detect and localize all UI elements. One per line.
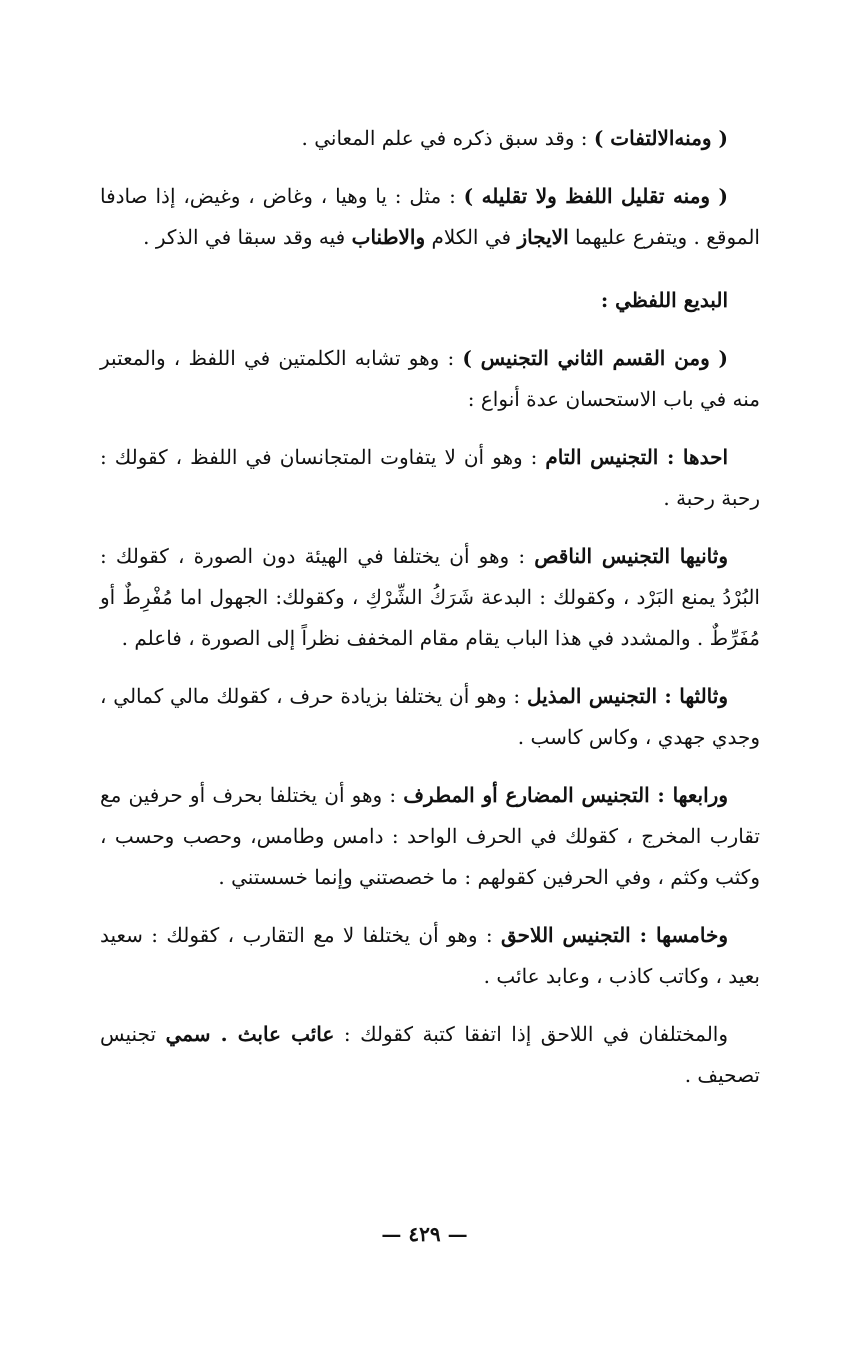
term-example: عائب عابث . سمي xyxy=(165,1022,335,1046)
paragraph-text: فيه وقد سبقا في الذكر . xyxy=(143,225,352,249)
paragraph-text: تجنيس تصحيف . xyxy=(100,1022,760,1087)
term-tajnis: ( ومن القسم الثاني التجنيس ) xyxy=(462,346,728,370)
paragraph-tashif xyxy=(100,1014,760,1096)
page-number: — ٤٢٩ — xyxy=(381,1222,468,1246)
page-body xyxy=(100,118,760,1113)
paragraph-tajnis-mudhayyal xyxy=(100,676,760,758)
paragraph-text: : وهو تشابه الكلمتين في اللفظ ، والمعتبر منه في باب الاستحسان عدة أنواع : xyxy=(100,346,760,411)
term-taqlil: ( ومنه تقليل اللفظ ولا تقليله ) xyxy=(463,184,728,208)
term-tajnis-mudari: ورابعها : التجنيس المضارع أو المطرف xyxy=(403,783,728,807)
paragraph-text: : وهو أن لا يتفاوت المتجانسان في اللفظ ، كقولك : رحبة رحبة . xyxy=(100,445,760,510)
paragraph-text: : وهو أن يختلفا بحرف أو حرفين مع تقارب المخرج ، كقولك في الحرف الواحد : دامس وطامس، وحصب وحسب ، وكثب وكثم ، وفي الحرفين كقولهم : ما خصصتني وإنما خسستني . xyxy=(100,783,760,889)
paragraph-tajnis-naqis xyxy=(100,536,760,659)
term-tajnis-mudhayyal: وثالثها : التجنيس المذيل xyxy=(526,684,728,708)
section-heading: البديع اللفظي : xyxy=(600,288,728,312)
term-tajnis-lahiq: وخامسها : التجنيس اللاحق xyxy=(500,923,729,947)
paragraph-text: والمختلفان في اللاحق إذا اتفقا كتبة كقولك : xyxy=(334,1022,729,1046)
paragraph-tajnis xyxy=(100,338,760,420)
term-ijaz: الايجاز xyxy=(517,225,569,249)
term-tajnis-tam: احدها : التجنيس التام xyxy=(545,445,728,469)
term-iltifat: ( ومنه‌الالتفات ) xyxy=(593,126,728,150)
paragraph-tajnis-tam xyxy=(100,437,760,519)
paragraph-taqlil xyxy=(100,176,760,258)
paragraph-iltifat xyxy=(100,118,760,159)
paragraph-text: : وهو أن يختلفا بزيادة حرف ، كقولك مالي كمالي ، وجدي جهدي ، وكاس كاسب . xyxy=(100,684,760,749)
paragraph-tajnis-lahiq xyxy=(100,915,760,997)
paragraph-tajnis-mudari xyxy=(100,775,760,898)
paragraph-text: : وهو أن يختلفا في الهيئة دون الصورة ، كقولك : البُرْدُ يمنع البَرْد ، وكقولك : البدعة شَرَكُ الشِّرْكِ ، وكقولك: الجهول اما مُفْرِطٌ أو مُفَرِّطٌ . والمشدد في هذا الباب يقام مقام المخفف نظراً إلى الصورة ، فاعلم . xyxy=(100,544,760,650)
term-tajnis-naqis: وثانيها التجنيس الناقص xyxy=(534,544,729,568)
paragraph-text: : مثل : يا وهيا ، وغاض ، وغيض، إذا صادفا الموقع . ويتفرع عليهما xyxy=(100,184,760,249)
paragraph-text: في الكلام xyxy=(425,225,518,249)
term-itnab: والاطناب xyxy=(351,225,426,249)
paragraph-text: : وقد سبق ذكره في علم المعاني . xyxy=(301,126,594,150)
paragraph-text: : وهو أن يختلفا لا مع التقارب ، كقولك : سعيد بعيد ، وكاتب كاذب ، وعابد عائب . xyxy=(100,923,760,988)
